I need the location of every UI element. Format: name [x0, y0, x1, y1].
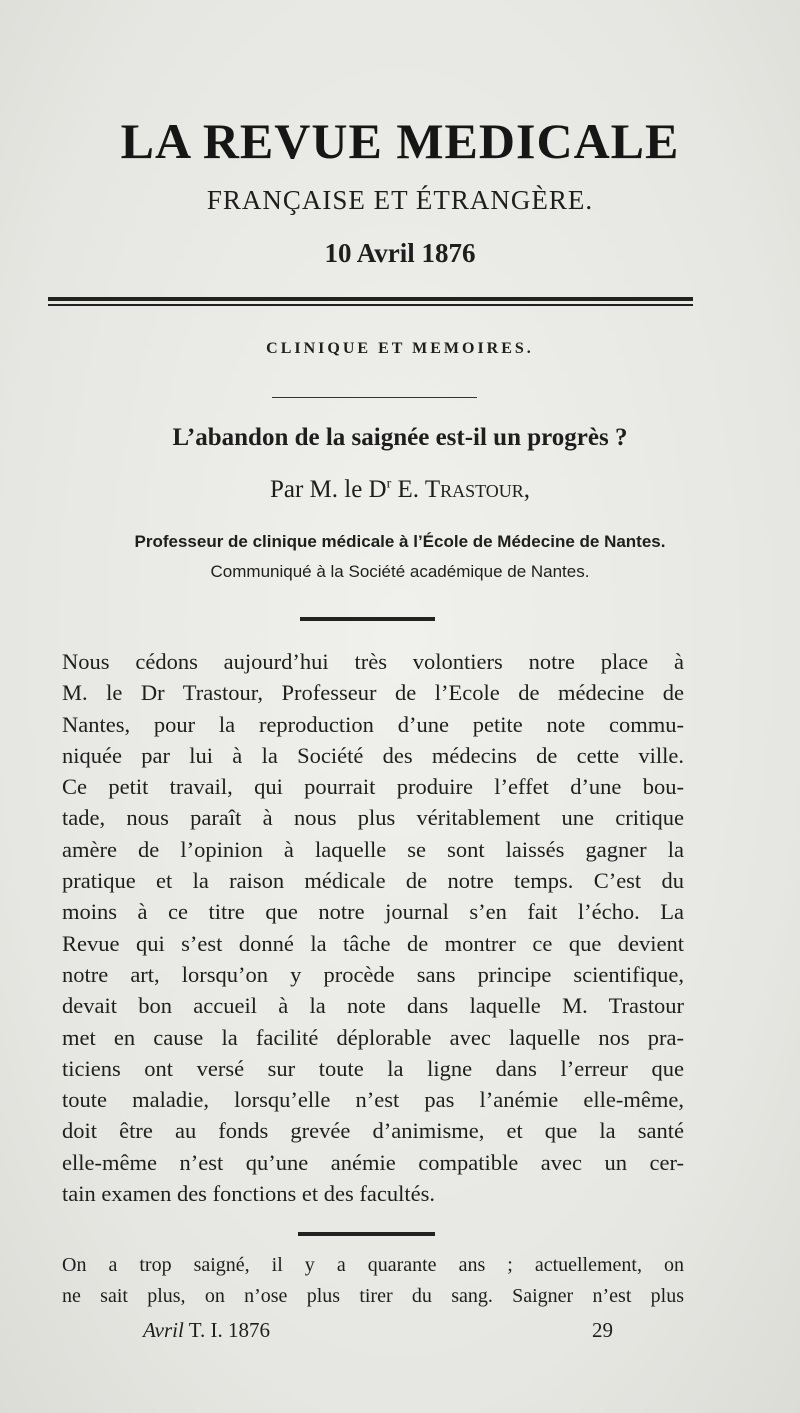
author-name: E. Trastour, [391, 476, 531, 503]
text-line: devait bon accueil à la note dans laquelle M. Trastour [62, 993, 684, 1019]
article-author [0, 476, 800, 504]
text-line: Ce petit travail, qui pourrait produire l’effet d’une bou- [62, 774, 684, 800]
section-divider [272, 397, 477, 398]
footer-volume: T. I. 1876 [188, 1318, 270, 1342]
section-heading: CLINIQUE ET MEMOIRES. [266, 340, 534, 357]
author-prefix: Par M. le D [269, 476, 387, 503]
footer-month: Avril [143, 1318, 184, 1342]
communication-note: Communiqué à la Société académique de Nantes. [210, 562, 590, 581]
second-paragraph [62, 1250, 684, 1312]
intro-paragraph [62, 646, 684, 1209]
intro-divider [300, 617, 435, 621]
text-line: moins à ce titre que notre journal s’en fait l’écho. La [62, 899, 684, 925]
text-line: niquée par lui à la Société des médecins de cette ville. [62, 742, 684, 768]
footer-issue [143, 1318, 270, 1343]
text-line: met en cause la facilité déplorable avec laquelle nos pra- [62, 1024, 684, 1050]
article-title: L’abandon de la saignée est-il un progrès ? [172, 424, 628, 451]
text-line: amère de l’opinion à laquelle se sont laissés gagner la [62, 836, 684, 862]
header-double-rule [48, 297, 693, 306]
text-line: toute maladie, lorsqu’elle n’est pas l’anémie elle-même, [62, 1087, 684, 1113]
text-line: tain examen des fonctions et des facultés. [62, 1181, 435, 1207]
body-divider [298, 1232, 435, 1236]
text-line: Nous cédons aujourd’hui très volontiers notre place à [62, 649, 684, 674]
text-line: notre art, lorsqu’on y procède sans principe scientifique, [62, 961, 684, 987]
text-line: ne sait plus, on n’ose plus tirer du sang. Saigner n’est plus [62, 1285, 684, 1307]
text-line: Nantes, pour la reproduction d’une petite note commu- [62, 711, 684, 737]
text-line: pratique et la raison médicale de notre temps. C’est du [62, 868, 684, 894]
author-affiliation: Professeur de clinique médicale à l’École de Médecine de Nantes. [134, 532, 666, 551]
text-line: Revue qui s’est donné la tâche de montrer ce que devient [62, 930, 684, 956]
text-line: doit être au fonds grevée d’animisme, et que la santé [62, 1118, 684, 1144]
text-line: On a trop saigné, il y a quarante ans ; actuellement, on [62, 1254, 684, 1276]
text-line: ticiens ont versé sur toute la ligne dans l’erreur que [62, 1055, 684, 1081]
journal-subtitle: FRANÇAISE ET ÉTRANGÈRE. [206, 185, 594, 215]
journal-title: LA REVUE MEDICALE [120, 113, 680, 169]
page-number: 29 [592, 1318, 613, 1342]
text-line: tade, nous paraît à nous plus véritablement une critique [62, 805, 684, 831]
author-title-sup: r [386, 476, 392, 492]
issue-date: 10 Avril 1876 [324, 238, 476, 268]
text-line: M. le Dr Trastour, Professeur de l’Ecole de médecine de [62, 680, 684, 706]
text-line: elle-même n’est qu’une anémie compatible avec un cer- [62, 1149, 684, 1175]
